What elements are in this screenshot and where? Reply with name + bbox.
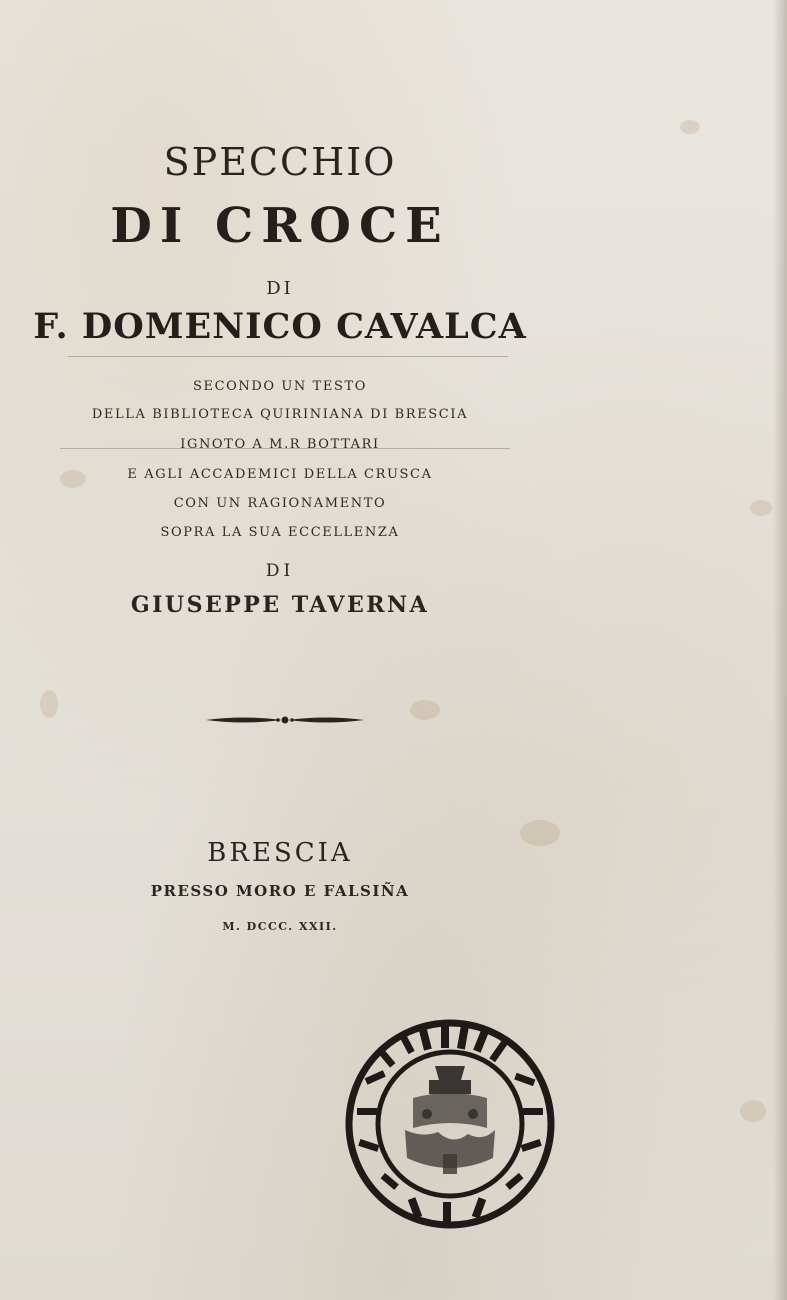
subtitle-line-5: CON UN RAGIONAMENTO bbox=[173, 496, 387, 511]
imprint-publisher: PRESSO MORO E FALSIÑA bbox=[150, 882, 410, 900]
foxing-spot bbox=[750, 500, 772, 516]
show-through-rule bbox=[60, 448, 510, 449]
show-through-rule bbox=[68, 356, 508, 357]
subtitle-line-6: SOPRA LA SUA ECCELLENZA bbox=[160, 525, 400, 540]
title-line-1: SPECCHIO bbox=[163, 140, 397, 184]
imprint-place: BRESCIA bbox=[207, 838, 353, 868]
ornament-rule-icon bbox=[204, 712, 366, 728]
subtitle-line-1: SECONDO UN TESTO bbox=[192, 379, 368, 394]
subtitle-line-2: DELLA BIBLIOTECA QUIRINIANA DI BRESCIA bbox=[91, 407, 469, 422]
imprint-date: M. DCCC. XXII. bbox=[222, 920, 338, 933]
subtitle-line-4: E AGLI ACCADEMICI DELLA CRUSCA bbox=[127, 467, 433, 482]
subtitle-line-3: IGNOTO A M.R BOTTARI bbox=[180, 437, 380, 452]
editor-preposition: DI bbox=[265, 561, 295, 581]
title-line-2: DI CROCE bbox=[110, 198, 450, 254]
author-name: F. DOMENICO CAVALCA bbox=[33, 306, 527, 347]
foxing-spot bbox=[740, 1100, 766, 1122]
title-preposition: DI bbox=[266, 278, 294, 299]
library-stamp-icon bbox=[343, 1018, 558, 1230]
editor-name: GIUSEPPE TAVERNA bbox=[130, 592, 430, 618]
foxing-spot bbox=[410, 700, 440, 720]
foxing-spot bbox=[680, 120, 700, 134]
foxing-spot bbox=[40, 690, 58, 718]
